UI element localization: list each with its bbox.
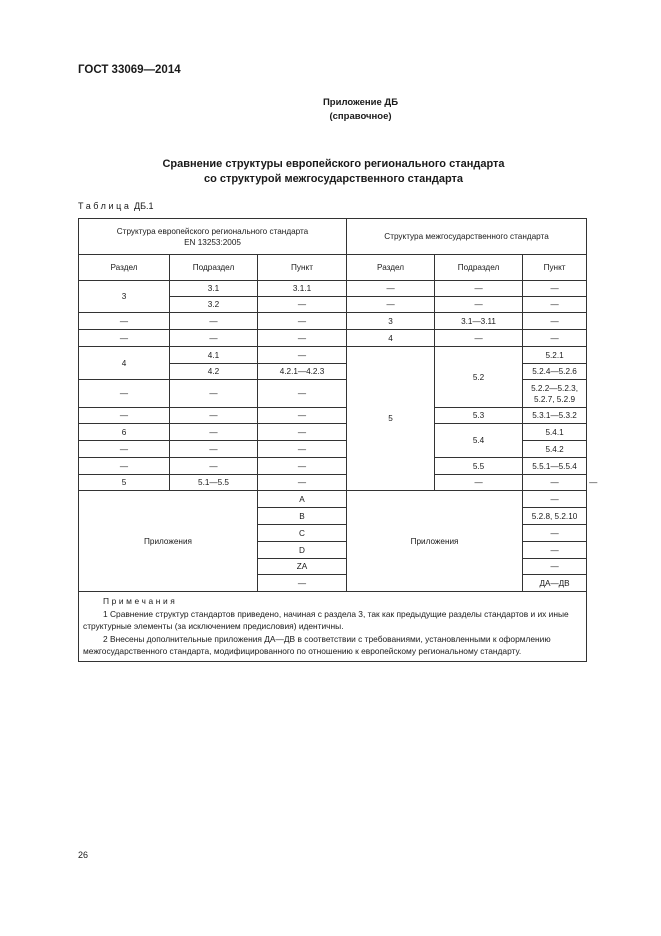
table-cell: 3.1—3.11 (435, 313, 523, 330)
section-title-line-2: со структурой межгосударственного стандарта (203, 173, 464, 185)
col-header-podrazdel-eu: Подраздел (170, 255, 258, 281)
col-header-punkt-mgs: Пункт (523, 255, 587, 281)
table-row (79, 458, 587, 475)
comparison-table (78, 218, 598, 662)
table-cell: 3.1.1 (258, 281, 347, 297)
table-cell: — (258, 458, 347, 475)
table-cell: — (435, 297, 523, 313)
table-cell: 4.2.1—4.2.3 (258, 364, 347, 380)
table-cell: 5.2.1 (523, 347, 587, 364)
table-cell: 5.5.1—5.5.4 (523, 458, 587, 475)
table-cell: — (523, 297, 587, 313)
table-cell: — (258, 408, 347, 424)
table-cell: — (170, 408, 258, 424)
table-notes-row (79, 592, 587, 662)
table-row (79, 313, 587, 330)
table-cell: 4 (347, 330, 435, 347)
table-cell: — (523, 475, 587, 491)
table-cell: 5 (79, 475, 170, 491)
table-cell: — (79, 458, 170, 475)
table-column-header-row (79, 255, 587, 281)
table-row (79, 424, 587, 441)
table-cell: 3.2 (170, 297, 258, 313)
note-2: 2 Внесены дополнительные приложения ДА—ДВ в соответствии с требованиями, установленными к оформлению межгосударственного стандарта, модифицированного по отношению к европейскому региональному стандарту. (83, 633, 551, 656)
table-cell: — (258, 575, 347, 592)
group-header-european-line-1: Структура европейского регионального стандарта (116, 226, 309, 236)
table-cell: — (435, 330, 523, 347)
group-header-interstate: Структура межгосударственного стандарта (347, 219, 587, 255)
table-cell (523, 380, 587, 408)
table-cell: — (170, 330, 258, 347)
note-1: 1 Сравнение структур стандартов приведено, начиная с раздела 3, так как предыдущие разделы стандартов и их иные структурные элементы (за исключением предисловия) идентичны. (83, 608, 569, 631)
table-cell: — (79, 313, 170, 330)
table-label-word: Таблица (78, 201, 132, 211)
annex-label-interstate: Приложения (347, 491, 523, 592)
table-row: 5 5.1—5.5 — — — — (79, 475, 587, 491)
table-cell: — (170, 441, 258, 458)
table-cell: 5.4.2 (523, 441, 587, 458)
table-cell: ДА—ДВ (523, 575, 587, 592)
table-cell: 5.1—5.5 (170, 475, 258, 491)
table-cell: 4.1 (170, 347, 258, 364)
table-cell: C (258, 525, 347, 542)
table-cell: 3.1 (170, 281, 258, 297)
table-cell: — (523, 525, 587, 542)
table-cell: — (258, 347, 347, 364)
document-code: ГОСТ 33069—2014 (78, 64, 181, 76)
table-cell: — (258, 424, 347, 441)
table-label (78, 201, 154, 211)
table-cell: — (170, 424, 258, 441)
table-cell: 5.5 (435, 458, 523, 475)
col-header-punkt-eu: Пункт (258, 255, 347, 281)
table-cell: 5 (347, 347, 435, 491)
table-cell: ZA (258, 559, 347, 575)
table-cell: A (258, 491, 347, 508)
table-cell: — (523, 281, 587, 297)
table-cell: — (170, 458, 258, 475)
table-cell: 5.4 (435, 424, 523, 458)
table-cell: 5.2 (435, 347, 523, 408)
notes-heading: Примечания (103, 596, 178, 606)
table-cell: — (523, 559, 587, 575)
table-cell: 5.4.1 (523, 424, 587, 441)
table-cell: — (523, 313, 587, 330)
table-cell: — (258, 313, 347, 330)
table-cell: — (347, 297, 435, 313)
table-group-header-row (79, 219, 587, 255)
table-row (79, 330, 587, 347)
section-title (0, 157, 661, 187)
table-cell: 3 (347, 313, 435, 330)
table-cell: 4 (79, 347, 170, 380)
table-row (79, 347, 587, 364)
table-cell: 5.3.1—5.3.2 (523, 408, 587, 424)
annex-label-european: Приложения (79, 491, 258, 592)
table-cell: 6 (79, 424, 170, 441)
table-cell: — (258, 441, 347, 458)
table-cell-line: 5.2.7, 5.2.9 (534, 394, 576, 404)
annex-title: Приложение ДБ (322, 97, 399, 108)
group-header-european-line-2: EN 13253:2005 (184, 237, 241, 247)
table-cell: — (258, 297, 347, 313)
table-label-number: ДБ.1 (134, 201, 154, 211)
table-cell: D (258, 542, 347, 559)
table-cell: — (435, 281, 523, 297)
page-number: 26 (78, 850, 89, 860)
table-cell: — (435, 475, 523, 491)
table-cell: — (79, 380, 170, 408)
table-cell: 3 (79, 281, 170, 313)
table-cell: — (523, 491, 587, 508)
group-header-european (79, 219, 347, 255)
table-cell: 5.2.8, 5.2.10 (523, 508, 587, 525)
table-cell: — (258, 330, 347, 347)
col-header-podrazdel-mgs: Подраздел (435, 255, 523, 281)
table-cell: — (170, 380, 258, 408)
table-cell: 5.3 (435, 408, 523, 424)
table-cell: — (347, 281, 435, 297)
annex-heading (0, 96, 661, 124)
table-cell: — (79, 330, 170, 347)
col-header-razdel-eu: Раздел (79, 255, 170, 281)
table-cell: 5.2.4—5.2.6 (523, 364, 587, 380)
table-cell: — (79, 408, 170, 424)
table-cell: — (258, 475, 347, 491)
table-row (79, 491, 587, 508)
table-cell: B (258, 508, 347, 525)
table-cell: 4.2 (170, 364, 258, 380)
table-cell: — (79, 441, 170, 458)
table-cell-line: 5.2.2—5.2.3, (531, 383, 578, 393)
annex-kind: (справочное) (329, 111, 392, 122)
table-row (79, 408, 587, 424)
table-cell: — (523, 542, 587, 559)
section-title-line-1: Сравнение структуры европейского регионального стандарта (162, 158, 505, 170)
table-cell: — (523, 330, 587, 347)
table-row (79, 281, 587, 297)
col-header-razdel-mgs: Раздел (347, 255, 435, 281)
table-notes (79, 592, 587, 662)
table-cell: — (170, 313, 258, 330)
table-cell: — (258, 380, 347, 408)
